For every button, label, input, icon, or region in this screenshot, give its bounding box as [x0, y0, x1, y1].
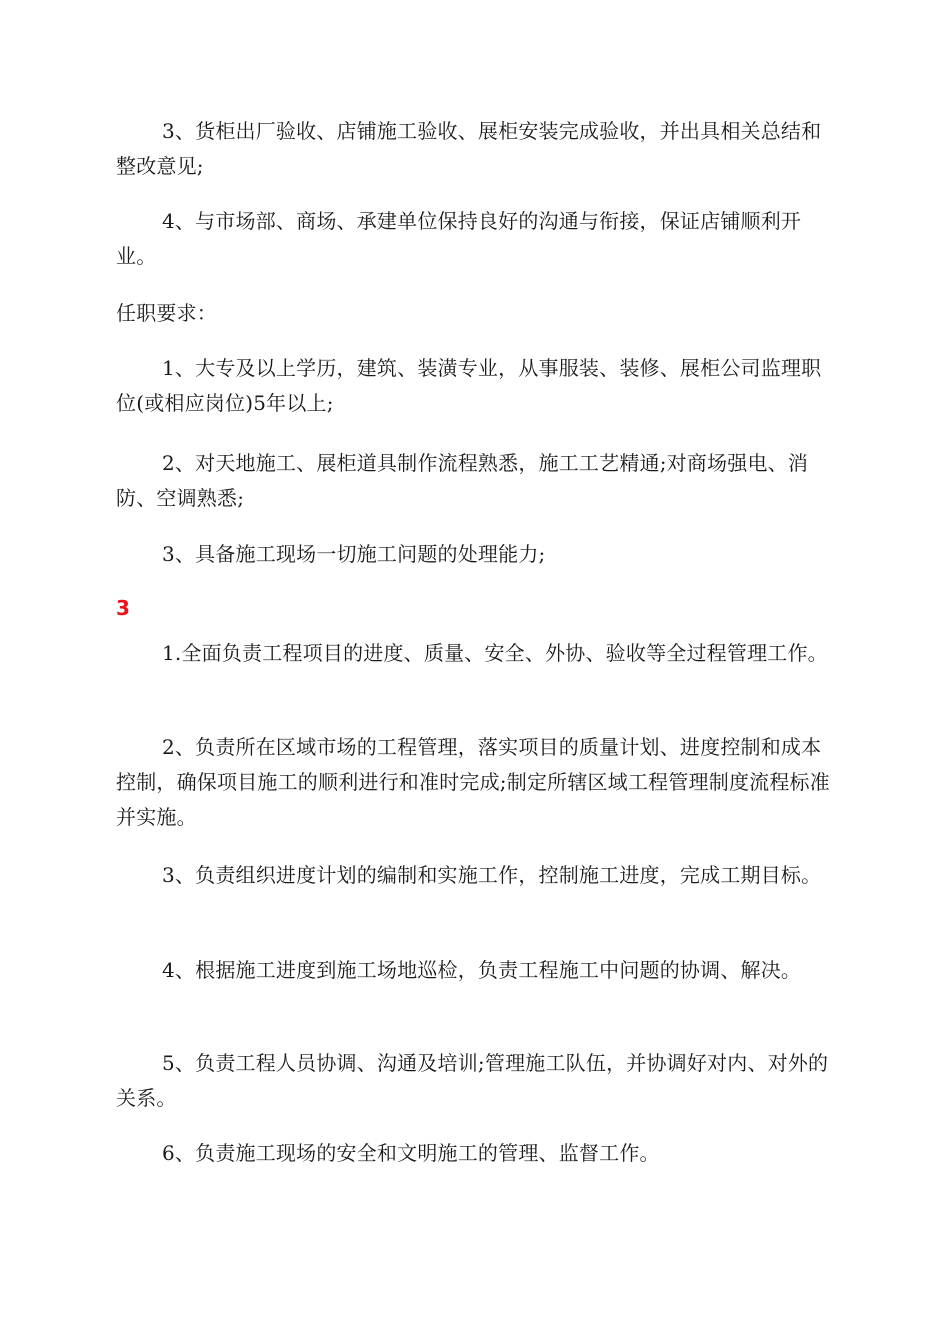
duty-item: 4、根据施工进度到施工场地巡检，负责工程施工中问题的协调、解决。	[162, 958, 802, 982]
duty-item: 6、负责施工现场的安全和文明施工的管理、监督工作。	[162, 1141, 660, 1165]
requirement-item: 3、具备施工现场一切施工问题的处理能力;	[162, 542, 546, 566]
duty-item: 5、负责工程人员协调、沟通及培训;管理施工队伍，并协调好对内、对外的关系。	[116, 1051, 829, 1110]
requirements-title: 任职要求：	[116, 301, 217, 325]
paragraph-acceptance: 3、货柜出厂验收、店铺施工验收、展柜安装完成验收，并出具相关总结和整改意见;	[116, 119, 822, 178]
section-number-heading: 3	[116, 596, 130, 620]
paragraph-communication: 4、与市场部、商场、承建单位保持良好的沟通与衔接，保证店铺顺利开业。	[116, 209, 802, 268]
duty-item: 2、负责所在区域市场的工程管理，落实项目的质量计划、进度控制和成本控制，确保项目施工的顺利进行和准时完成;制定所辖区域工程管理制度流程标准并实施。	[116, 735, 830, 829]
requirement-item: 2、对天地施工、展柜道具制作流程熟悉，施工工艺精通;对商场强电、消防、空调熟悉;	[116, 451, 809, 510]
duty-item: 1.全面负责工程项目的进度、质量、安全、外协、验收等全过程管理工作。	[162, 641, 828, 665]
duty-item: 3、负责组织进度计划的编制和实施工作，控制施工进度，完成工期目标。	[162, 863, 822, 887]
requirement-item: 1、大专及以上学历，建筑、装潢专业，从事服装、装修、展柜公司监理职位(或相应岗位)5年以上;	[116, 356, 822, 415]
